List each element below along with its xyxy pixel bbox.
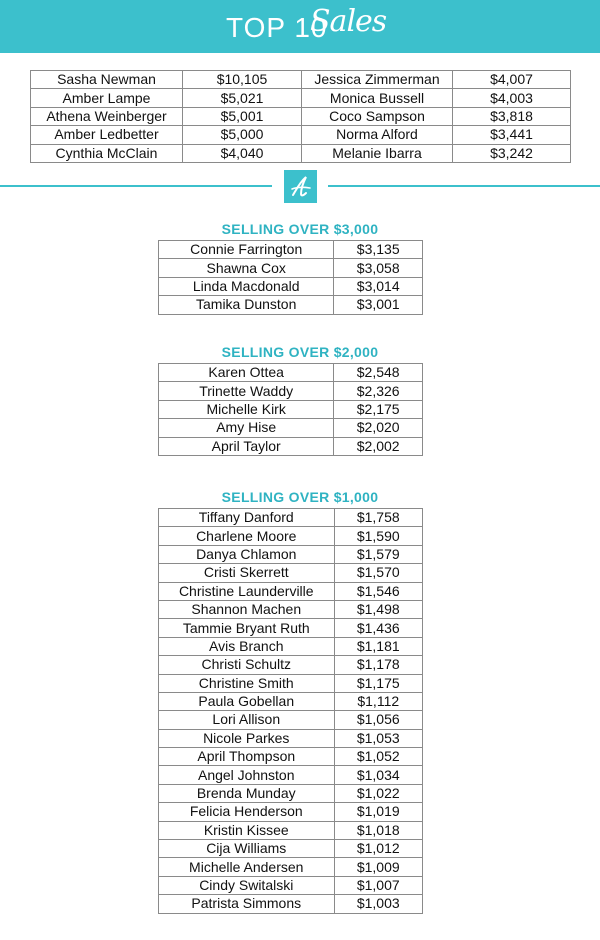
seller-name: Tamika Dunston: [159, 296, 334, 314]
seller-name: Athena Weinberger: [31, 107, 183, 125]
seller-name: Amy Hise: [159, 419, 334, 437]
table-row: [159, 692, 423, 710]
seller-name: Norma Alford: [302, 126, 453, 144]
seller-name: Cristi Skerrett: [159, 564, 335, 582]
tier-3000-table: [158, 240, 423, 315]
table-row: [159, 259, 423, 277]
divider-line-left: [0, 185, 272, 187]
tier-3000-title: SELLING OVER $3,000: [221, 221, 379, 237]
seller-amount: $1,012: [334, 840, 422, 858]
seller-amount: $5,021: [183, 89, 302, 107]
table-row: [31, 126, 571, 144]
seller-amount: $4,007: [453, 71, 571, 89]
seller-name: Sasha Newman: [31, 71, 183, 89]
tier-1000-title: SELLING OVER $1,000: [221, 489, 379, 505]
seller-name: Shannon Machen: [159, 600, 335, 618]
seller-name: April Thompson: [159, 748, 335, 766]
table-row: [159, 637, 423, 655]
seller-name: Angel Johnston: [159, 766, 335, 784]
seller-name: Christine Launderville: [159, 582, 335, 600]
seller-name: Paula Gobellan: [159, 692, 335, 710]
seller-amount: $1,052: [334, 748, 422, 766]
seller-name: April Taylor: [159, 437, 334, 455]
seller-amount: $1,758: [334, 509, 422, 527]
table-row: [159, 527, 423, 545]
table-row: [159, 582, 423, 600]
table-row: [159, 748, 423, 766]
seller-amount: $5,000: [183, 126, 302, 144]
table-row: [159, 382, 423, 400]
table-row: [159, 803, 423, 821]
seller-amount: $1,175: [334, 674, 422, 692]
seller-amount: $3,242: [453, 144, 571, 162]
seller-amount: $4,003: [453, 89, 571, 107]
table-row: [159, 437, 423, 455]
script-a-logo-icon: [284, 170, 317, 203]
seller-amount: $2,326: [334, 382, 423, 400]
seller-name: Michelle Andersen: [159, 858, 335, 876]
seller-name: Coco Sampson: [302, 107, 453, 125]
seller-name: Christi Schultz: [159, 656, 335, 674]
seller-name: Lori Allison: [159, 711, 335, 729]
seller-name: Nicole Parkes: [159, 729, 335, 747]
table-row: [159, 419, 423, 437]
table-row: [159, 858, 423, 876]
table-row: [159, 364, 423, 382]
seller-name: Kristin Kissee: [159, 821, 335, 839]
seller-amount: $3,058: [334, 259, 423, 277]
table-row: [159, 564, 423, 582]
seller-amount: $1,579: [334, 545, 422, 563]
table-row: [31, 71, 571, 89]
seller-amount: $3,441: [453, 126, 571, 144]
seller-amount: $1,018: [334, 821, 422, 839]
table-row: [159, 545, 423, 563]
table-row: [31, 144, 571, 162]
table-row: [159, 840, 423, 858]
seller-amount: $4,040: [183, 144, 302, 162]
seller-name: Cindy Switalski: [159, 876, 335, 894]
seller-amount: $2,175: [334, 400, 423, 418]
seller-amount: $2,020: [334, 419, 423, 437]
tier-2000-table: [158, 363, 423, 456]
table-row: [159, 729, 423, 747]
seller-amount: $3,001: [334, 296, 423, 314]
table-row: [31, 89, 571, 107]
table-row: [159, 766, 423, 784]
seller-amount: $1,022: [334, 784, 422, 802]
seller-name: Karen Ottea: [159, 364, 334, 382]
seller-name: Christine Smith: [159, 674, 335, 692]
seller-name: Cija Williams: [159, 840, 335, 858]
seller-amount: $1,112: [334, 692, 422, 710]
seller-name: Charlene Moore: [159, 527, 335, 545]
table-row: [159, 876, 423, 894]
seller-amount: $1,546: [334, 582, 422, 600]
seller-amount: $2,548: [334, 364, 423, 382]
top10-table: [30, 70, 571, 163]
seller-name: Avis Branch: [159, 637, 335, 655]
seller-amount: $1,009: [334, 858, 422, 876]
divider-line-right: [328, 185, 600, 187]
seller-amount: $1,590: [334, 527, 422, 545]
seller-amount: $5,001: [183, 107, 302, 125]
seller-name: Amber Ledbetter: [31, 126, 183, 144]
seller-amount: $2,002: [334, 437, 423, 455]
seller-amount: $1,003: [334, 895, 422, 913]
table-row: [159, 821, 423, 839]
seller-amount: $10,105: [183, 71, 302, 89]
table-row: [159, 277, 423, 295]
seller-amount: $1,056: [334, 711, 422, 729]
seller-name: Michelle Kirk: [159, 400, 334, 418]
seller-name: Felicia Henderson: [159, 803, 335, 821]
seller-amount: $1,034: [334, 766, 422, 784]
table-row: [159, 400, 423, 418]
seller-amount: $3,818: [453, 107, 571, 125]
seller-amount: $1,570: [334, 564, 422, 582]
seller-name: Cynthia McClain: [31, 144, 183, 162]
seller-name: Connie Farrington: [159, 241, 334, 259]
seller-amount: $1,019: [334, 803, 422, 821]
seller-name: Monica Bussell: [302, 89, 453, 107]
table-row: [159, 674, 423, 692]
table-row: [159, 656, 423, 674]
tier-2000-title: SELLING OVER $2,000: [221, 344, 379, 360]
seller-amount: $1,181: [334, 637, 422, 655]
seller-name: Linda Macdonald: [159, 277, 334, 295]
seller-name: Shawna Cox: [159, 259, 334, 277]
seller-amount: $1,178: [334, 656, 422, 674]
table-row: [31, 107, 571, 125]
seller-name: Brenda Munday: [159, 784, 335, 802]
table-row: [159, 509, 423, 527]
title-script-text: Sales: [310, 4, 387, 39]
title-top-text: TOP 10: [226, 12, 328, 43]
table-row: [159, 296, 423, 314]
seller-amount: $1,053: [334, 729, 422, 747]
seller-name: Amber Lampe: [31, 89, 183, 107]
page-title: [0, 0, 600, 53]
seller-name: Danya Chlamon: [159, 545, 335, 563]
seller-amount: $3,135: [334, 241, 423, 259]
table-row: [159, 784, 423, 802]
seller-name: Tammie Bryant Ruth: [159, 619, 335, 637]
seller-amount: $3,014: [334, 277, 423, 295]
seller-amount: $1,007: [334, 876, 422, 894]
table-row: [159, 619, 423, 637]
seller-name: Melanie Ibarra: [302, 144, 453, 162]
table-row: [159, 895, 423, 913]
table-row: [159, 711, 423, 729]
tier-1000-table: [158, 508, 423, 914]
table-row: [159, 241, 423, 259]
table-row: [159, 600, 423, 618]
seller-amount: $1,498: [334, 600, 422, 618]
seller-name: Patrista Simmons: [159, 895, 335, 913]
seller-name: Jessica Zimmerman: [302, 71, 453, 89]
seller-amount: $1,436: [334, 619, 422, 637]
seller-name: Tiffany Danford: [159, 509, 335, 527]
seller-name: Trinette Waddy: [159, 382, 334, 400]
